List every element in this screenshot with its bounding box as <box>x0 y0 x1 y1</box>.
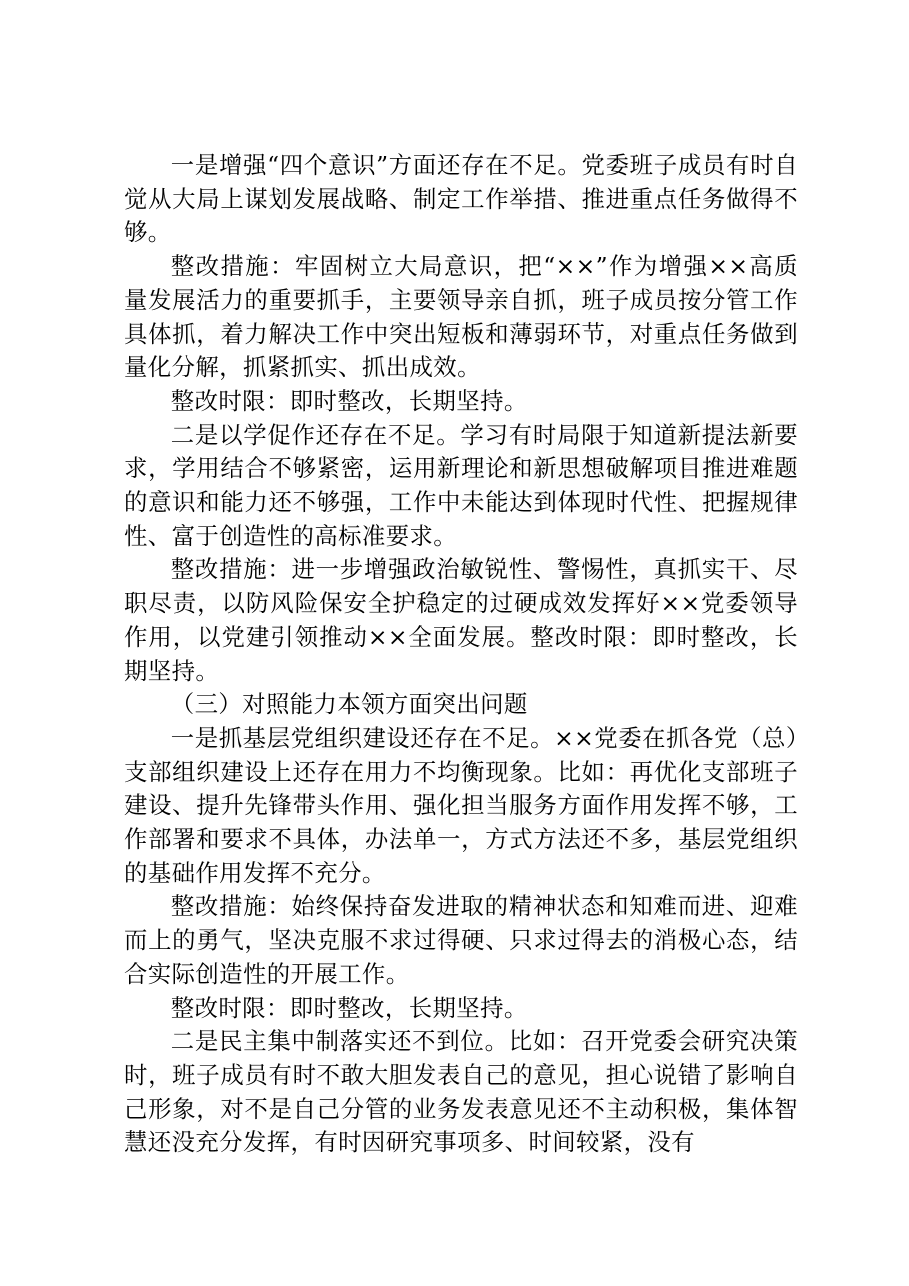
paragraph-2: 整改措施：牢固树立大局意识，把“××”作为增强××高质量发展活力的重要抓手，主要领导亲自抓，班子成员按分管工作具体抓，着力解决工作中突出短板和薄弱环节，对重点任务做到量化分解，抓紧抓实、抓出成效。 <box>124 252 798 382</box>
paragraph-3: 整改时限：即时整改，长期坚持。 <box>170 386 528 415</box>
paragraph-5: 整改措施：进一步增强政治敏锐性、警惕性，真抓实干、尽职尽责，以防风险保安全护稳定的过硬成效发挥好××党委领导作用，以党建引领推动××全面发展。整改时限：即时整改，长期坚持。 <box>124 555 798 685</box>
document-page <box>124 149 798 1160</box>
paragraph-9: 整改时限：即时整改，长期坚持。 <box>170 993 528 1022</box>
paragraph-4: 二是以学促作还存在不足。学习有时局限于知道新提法新要求，学用结合不够紧密，运用新理论和新思想破解项目推进难题的意识和能力还不够强，工作中未能达到体现时代性、把握规律性、富于创造性的高标准要求。 <box>124 420 798 550</box>
section-heading: （三）对照能力本领方面突出问题 <box>170 690 528 719</box>
paragraph-7: 一是抓基层党组织建设还存在不足。××党委在抓各党（总）支部组织建设上还存在用力不均衡现象。比如：再优化支部班子建设、提升先锋带头作用、强化担当服务方面作用发挥不够，工作部署和要求不具体，办法单一，方式方法还不多，基层党组织的基础作用发挥不充分。 <box>124 723 798 887</box>
paragraph-1: 一是增强“四个意识”方面还存在不足。党委班子成员有时自觉从大局上谋划发展战略、制定工作举措、推进重点任务做得不够。 <box>124 151 798 247</box>
paragraph-10: 二是民主集中制落实还不到位。比如：召开党委会研究决策时，班子成员有时不敢大胆发表自己的意见，担心说错了影响自己形象，对不是自己分管的业务发表意见还不主动积极，集体智慧还没充分发挥，有时因研究事项多、时间较紧，没有 <box>124 1027 798 1157</box>
paragraph-8: 整改措施：始终保持奋发进取的精神状态和知难而进、迎难而上的勇气，坚决克服不求过得硬、只求过得去的消极心态，结合实际创造性的开展工作。 <box>124 892 798 988</box>
